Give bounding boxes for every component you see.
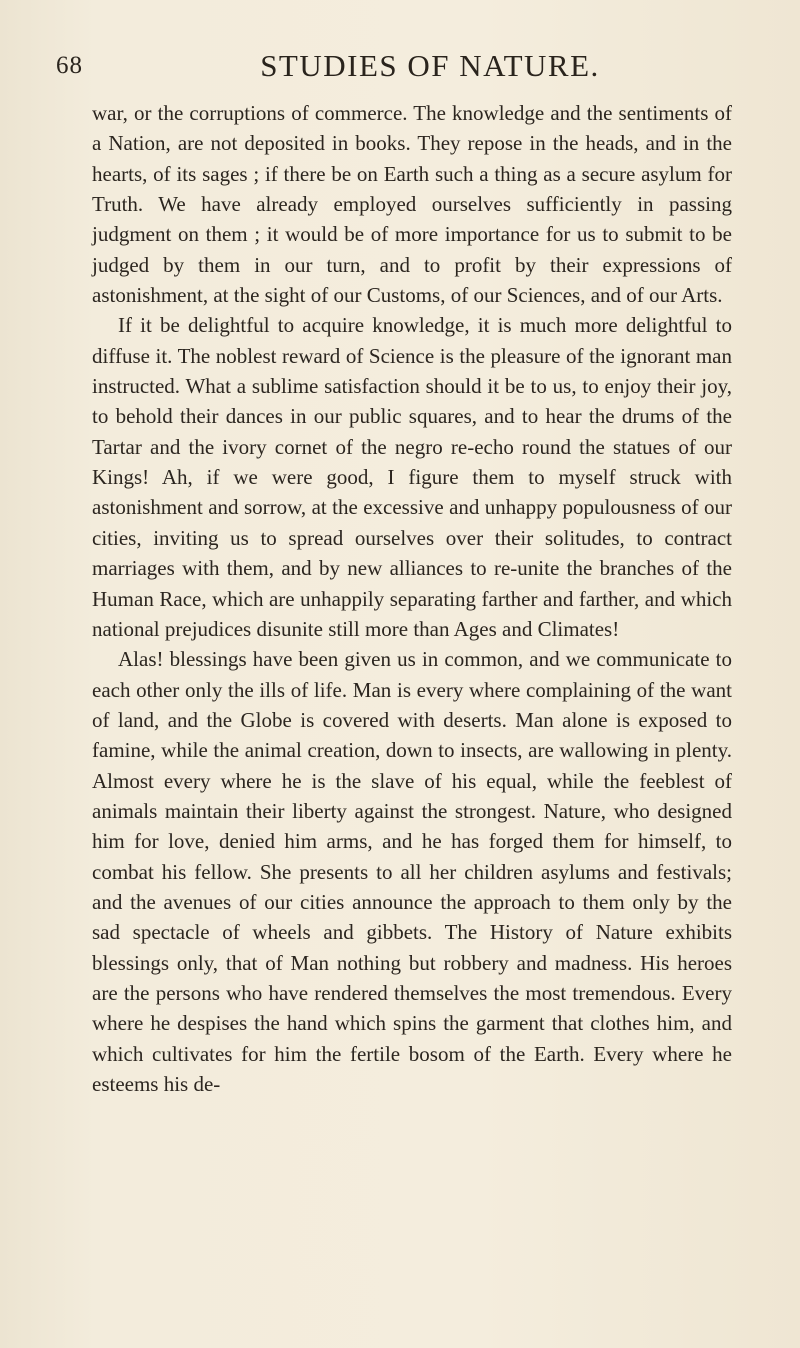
running-head: STUDIES OF NATURE. xyxy=(260,48,600,83)
page-number: 68 xyxy=(56,52,83,79)
page-header xyxy=(40,46,760,86)
paragraph: Alas! blessings have been given us in common, and we communicate to each other only the ills of life. Man is every where complaining of the want of land, and the Globe is covered with deserts. Man alone is exposed to famine, while the animal creation, down to insects, are wallowing in plenty. Almost every where he is the slave of his equal, while the feeblest of animals maintain their liberty against the strongest. Nature, who designed him for love, denied him arms, and he has forged them for himself, to combat his fellow. She presents to all her children asylums and festivals; and the avenues of our cities announce the approach to them only by the sad spectacle of wheels and gibbets. The History of Nature exhibits blessings only, that of Man nothing but robbery and madness. His heroes are the persons who have rendered themselves the most tremendous. Every where he despises the hand which spins the garment that clothes him, and which cultivates for him the fertile bosom of the Earth. Every where he esteems his de- xyxy=(92,647,732,1096)
paragraph: If it be delightful to acquire knowledge, it is much more delightful to diffuse it. The noblest reward of Science is the pleasure of the ignorant man instructed. What a sublime satisfaction should it be to us, to enjoy their joy, to behold their dances in our public squares, and to hear the drums of the Tartar and the ivory cornet of the negro re-echo round the statues of our Kings! Ah, if we were good, I figure them to myself struck with astonishment and sorrow, at the excessive and unhappy populousness of our cities, inviting us to spread ourselves over their solitudes, to contract marriages with them, and by new alliances to re-unite the branches of the Human Race, which are unhappily separating farther and farther, and which national prejudices disunite still more than Ages and Climates! xyxy=(92,313,732,641)
body-text xyxy=(92,98,732,1099)
paragraph: war, or the corruptions of commerce. The knowledge and the sentiments of a Nation, are not deposited in books. They repose in the heads, and in the hearts, of its sages ; if there be on Earth such a thing as a secure asylum for Truth. We have already employed ourselves sufficiently in passing judgment on them ; it would be of more importance for us to submit to be judged by them in our turn, and to profit by their expressions of astonishment, at the sight of our Customs, of our Sciences, and of our Arts. xyxy=(92,101,732,308)
